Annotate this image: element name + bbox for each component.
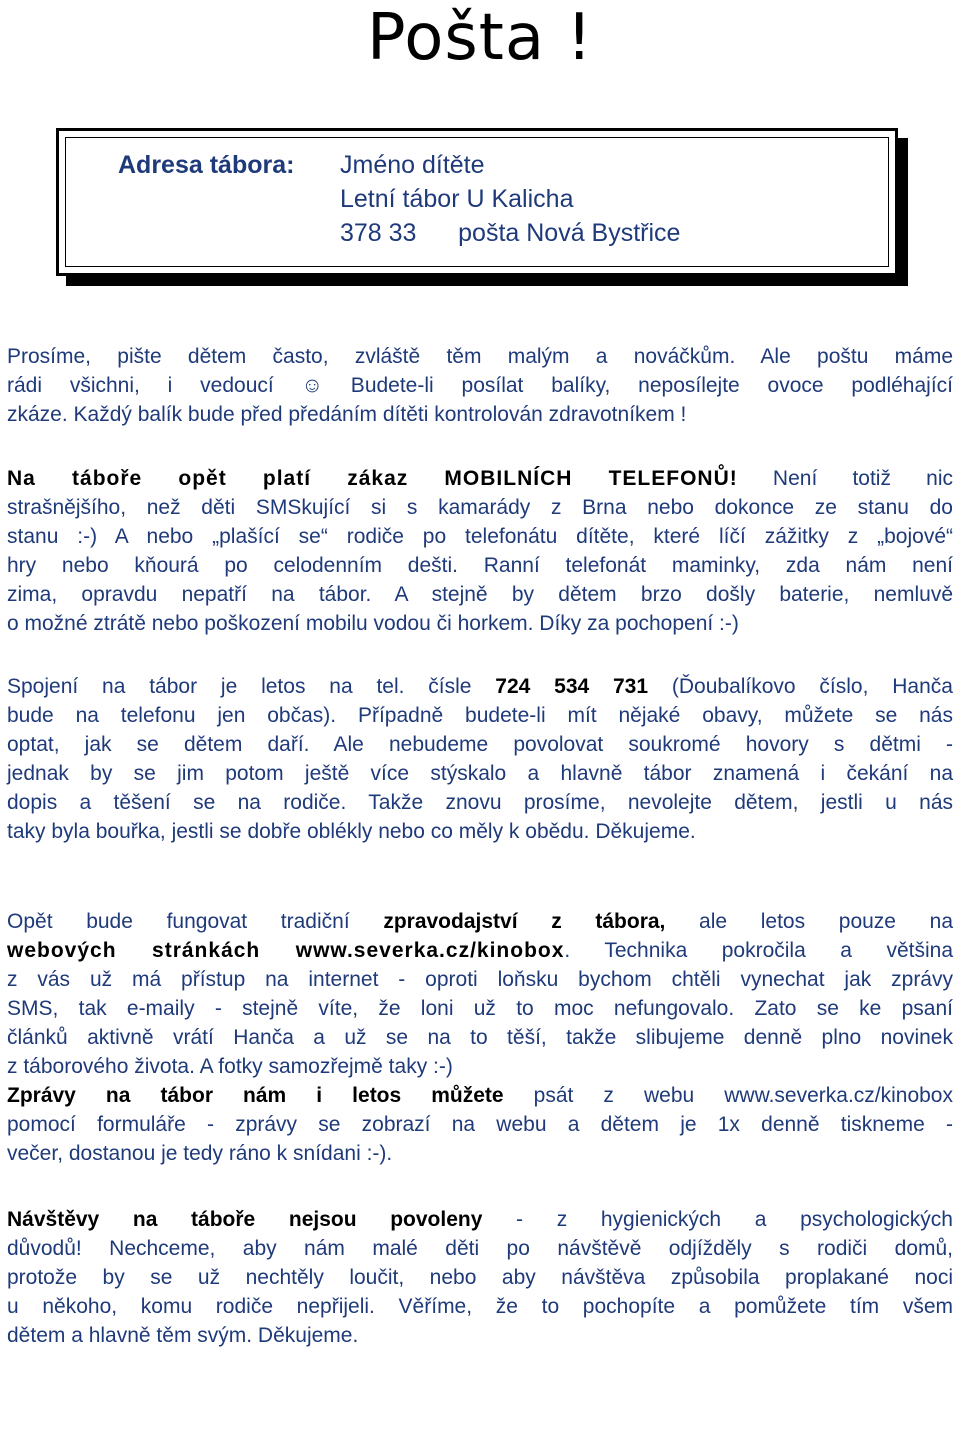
- text-line: Prosíme, pište dětem často, zvláště těm malým a nováčkům. Ale poštu máme: [7, 345, 953, 368]
- news-highlight: zpravodajství z tábora,: [383, 910, 666, 933]
- text-line: dětem a hlavně těm svým. Děkujeme.: [7, 1324, 359, 1347]
- text-line: stanu :-) A nebo „plašící se“ rodiče po telefonátu dítěte, které líčí zážitky z „bojové“: [7, 525, 953, 548]
- text-fragment: Není totiž nic: [737, 467, 953, 490]
- text-fragment: Opět bude fungovat tradiční: [7, 910, 384, 933]
- text-line: článků aktivně vrátí Hanča a už se na to těší, takže slibujeme denně plno novinek: [7, 1026, 953, 1049]
- text-line: z táborového života. A fotky samozřejmě taky :-): [7, 1055, 453, 1078]
- address-line-postcode: 378 33 pošta Nová Bystřice: [340, 219, 681, 247]
- paragraph-camp-phone: [7, 672, 953, 846]
- text-line: SMS, tak e-maily - stejně víte, že loni už to moc nefungovalo. Zato se ke psaní: [7, 997, 953, 1020]
- text-fragment: (Ďoubalíkovo číslo, Hanča: [648, 675, 953, 698]
- text-fragment: psát z webu www.severka.cz/kinobox: [503, 1084, 953, 1107]
- text-line: u někoho, komu rodiče nepřijeli. Věříme, že to pochopíte a pomůžete tím všem: [7, 1295, 953, 1318]
- text-line: optat, jak se dětem daří. Ale nebudeme povolovat soukromé hovory s dětmi -: [7, 733, 953, 756]
- text-line: bude na telefonu jen občas). Případně budete-li mít nějaké obavy, můžete se nás: [7, 704, 953, 727]
- text-line: rádi všichni, i vedoucí ☺ Budete-li posílat balíky, neposílejte ovoce podléhající: [7, 374, 953, 397]
- paragraph-phones-ban: [7, 464, 953, 638]
- text-line: zkáze. Každý balík bude před předáním dítěti kontrolován zdravotníkem !: [7, 403, 687, 426]
- paragraph-visits: [7, 1205, 953, 1350]
- text-line: taky byla bouřka, jestli se dobře oblékly nebo co měly k obědu. Děkujeme.: [7, 820, 696, 843]
- website-highlight: webových stránkách www.severka.cz/kinobox: [7, 939, 565, 962]
- text-line: důvodů! Nechceme, aby nám malé děti po návštěvě odjížděly s rodiči domů,: [7, 1237, 953, 1260]
- text-line: pomocí formuláře - zprávy se zobrazí na webu a dětem je 1x denně tiskneme -: [7, 1113, 953, 1136]
- paragraph-mail-request: [7, 342, 953, 429]
- visits-heading: Návštěvy na táboře nejsou povoleny: [7, 1208, 483, 1231]
- paragraph-camp-news: [7, 907, 953, 1168]
- text-line: jednak by se jim potom ještě více stýskalo a hlavně tábor znamená i čekání na: [7, 762, 953, 785]
- text-line: z vás už má přístup na internet - oproti loňsku bychom chtěli vynechat jak zprávy: [7, 968, 953, 991]
- text-line: strašnějšího, než děti SMSkující si s kamarády z Brna nebo dokonce ze stanu do: [7, 496, 953, 519]
- address-line-name: Jméno dítěte: [340, 151, 485, 179]
- text-fragment: - z hygienických a psychologických: [482, 1208, 953, 1231]
- text-line: o možné ztrátě nebo poškození mobilu vodou či horkem. Díky za pochopení :-): [7, 612, 739, 635]
- text-line: protože by se už nechtěly loučit, nebo aby návštěva způsobila proplakané noci: [7, 1266, 953, 1289]
- text-line: dopis a těšení se na rodiče. Takže znovu prosíme, nevolejte dětem, jestli u nás: [7, 791, 953, 814]
- text-fragment: . Technika pokročila a většina: [564, 939, 953, 962]
- address-line-camp: Letní tábor U Kalicha: [340, 185, 574, 213]
- text-line: večer, dostanou je tedy ráno k snídani :-).: [7, 1142, 393, 1165]
- camp-phone-number: 724 534 731: [495, 675, 649, 698]
- messages-highlight: Zprávy na tábor nám i letos můžete: [7, 1084, 504, 1107]
- address-label: Adresa tábora:: [118, 151, 295, 179]
- phones-ban-heading: Na táboře opět platí zákaz MOBILNÍCH TELEFONŮ!: [7, 467, 738, 490]
- text-fragment: ale letos pouze na: [665, 910, 953, 933]
- text-fragment: Spojení na tábor je letos na tel. čísle: [7, 675, 496, 698]
- text-line: hry nebo kňourá po celodenním dešti. Ranní telefonát maminky, zda nám není: [7, 554, 953, 577]
- text-line: zima, opravdu nepatří na tábor. A stejně by dětem brzo došly baterie, nemluvě: [7, 583, 953, 606]
- page-title: Pošta !: [366, 1, 594, 75]
